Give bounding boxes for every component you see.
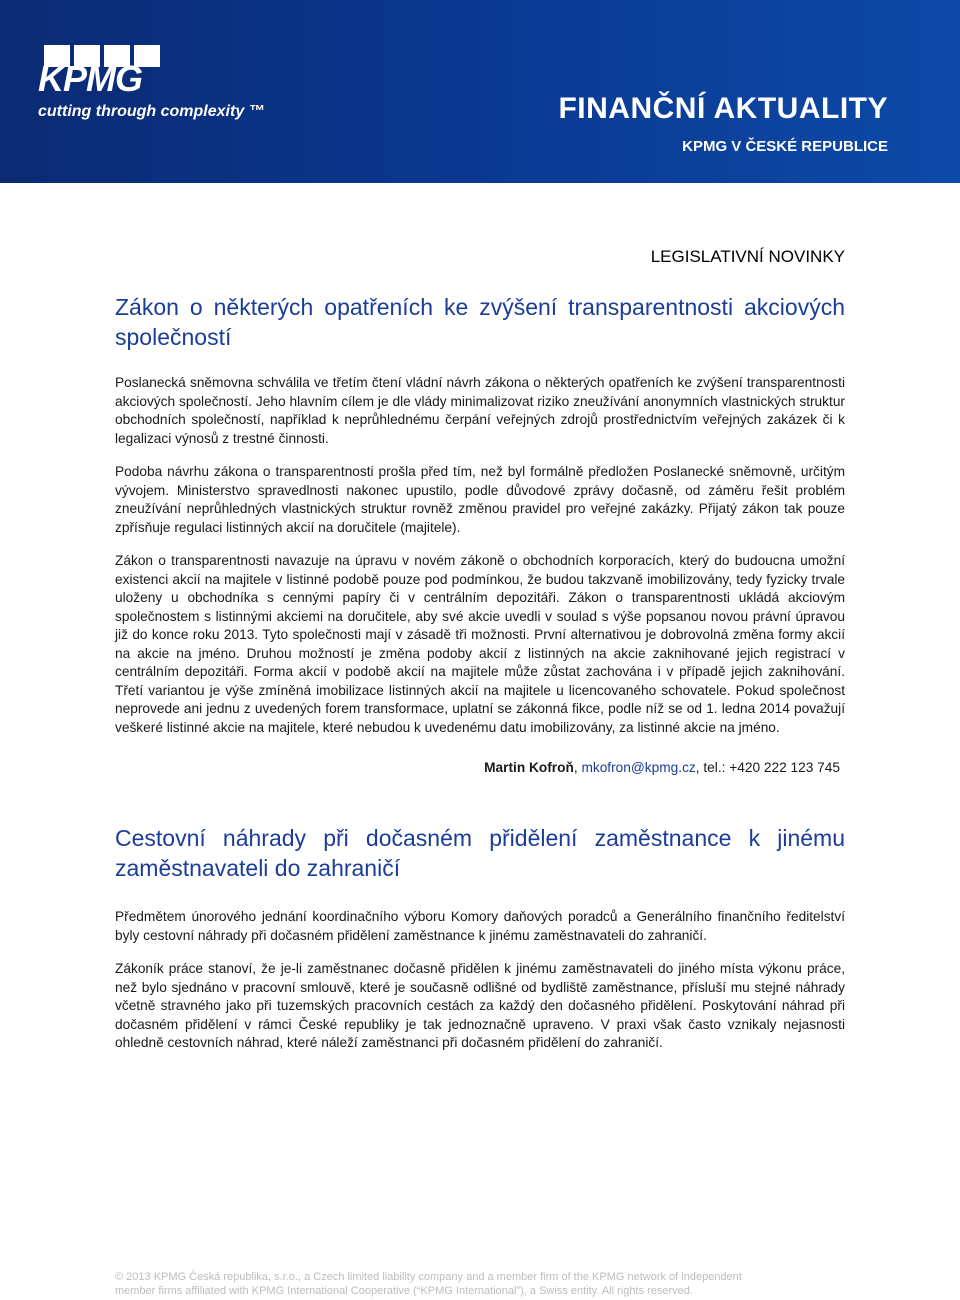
section-label: LEGISLATIVNÍ NOVINKY: [650, 247, 845, 266]
article-1-paragraph: Zákon o transparentnosti navazuje na úpravu v novém zákoně o obchodních korporacích, který do budoucna umožní existenci akcií na majitele v listinné podobě pouze pod podmínkou, že budou takzvaně imobilizovány, tedy fyzicky trvale uloženy u obchodníka s cennými papíry či v centrálním depozitáři. Zákon o transparentnosti ukládá akciovým společnostem s listinnými akciemi na doručitele, aby své akcie uvedli v soulad s výše popsanou novou právní úpravou již do konce roku 2013. Tyto společnosti mají v zásadě tři možnosti. První alternativou je dobrovolná změna formy akcií na akcie na jméno. Druhou možností je změna podoby akcií z listinných na akcie zaknihované jejich registrací v centrálním depozitáři. Forma akcií v podobě akcií na majitele může zůstat zachována i v případě jejich zaknihování. Třetí variantou je výše zmíněná imobilizace listinných akcií na majitele u licencovaného schovatele. Pokud společnost neprovede ani jednu z uvedených forem transformace, uplatní se zákonná fikce, podle níž se od 1. ledna 2014 považují veškeré listinné akcie na majitele, které nebudou k uvedenému datu imobilizovány, za listinné akcie na jméno.: [115, 553, 845, 735]
signature-separator: ,: [573, 760, 582, 775]
article-1-paragraph: Podoba návrhu zákona o transparentnosti prošla před tím, než byl formálně předložen Poslanecké sněmovně, určitým vývojem. Ministerstvo spravedlnosti nakonec upustilo, podle důvodové zprávy dočasně, od záměru řešit problém zneužívání neprůhledných vlastnických struktur rovněž změnou pravidel pro veřejné zakázky. Přijatý zákon tak pouze zpřísňuje regulaci listinných akcií na doručitele (majitele).: [115, 464, 845, 535]
kpmg-logo: [38, 45, 268, 125]
author-name: Martin Kofroň: [484, 760, 574, 775]
main-content: [115, 292, 845, 1068]
header-banner: [0, 0, 960, 183]
author-email-link[interactable]: mkofron@kpmg.cz: [581, 760, 696, 775]
copyright-footer: [115, 1270, 845, 1298]
article-1-paragraph: Poslanecká sněmovna schválila ve třetím čtení vládní návrh zákona o některých opatřeních ke zvýšení transparentnosti akciových společností. Jeho hlavním cílem je dle vlády minimalizovat riziko zneužívání anonymních vlastnických struktur obchodních společností, například k neprůhlednému čerpání veřejných zdrojů prostřednictvím veřejných zakázek či k legalizaci výnosů z trestné činnosti.: [115, 375, 845, 446]
article-2-title: Cestovní náhrady při dočasném přidělení zaměstnance k jinému zaměstnavateli do zahraničí: [115, 825, 845, 881]
article-2-paragraph: Předmětem únorového jednání koordinačního výboru Komory daňových poradců a Generálního finančního ředitelství byly cestovní náhrady při dočasném přidělení zaměstnance k jinému zaměstnavateli do zahraničí.: [115, 909, 845, 943]
newsletter-title: FINANČNÍ AKTUALITY: [558, 92, 888, 125]
newsletter-subtitle: KPMG V ČESKÉ REPUBLICE: [682, 138, 888, 155]
logo-tagline: cutting through complexity ™: [38, 103, 265, 120]
author-phone: , tel.: +420 222 123 745: [695, 760, 840, 775]
footer-line: member firms affiliated with KPMG International Cooperative (“KPMG International”), a Swiss entity. All rights reserved.: [115, 1285, 693, 1297]
author-signature: [115, 759, 840, 777]
article-2-paragraph: Zákoník práce stanoví, že je-li zaměstnanec dočasně přidělen k jinému zaměstnavateli do jiného místa výkonu práce, než bylo sjednáno v pracovní smlouvě, které je současně odlišné od bydliště zaměstnance, přísluší mu stejné náhrady včetně stravného jako při tuzemských pracovních cestách za každý den dočasného přidělení. Poskytování náhrad při dočasném přidělení v rámci České republiky je tak jednoznačně upraveno. V praxi však často vznikaly nejasnosti ohledně cestovních náhrad, které náleží zaměstnanci při dočasném přidělení do zahraničí.: [115, 961, 845, 1050]
logo-wordmark: KPMG: [38, 58, 142, 99]
footer-line: © 2013 KPMG Česká republika, s.r.o., a Czech limited liability company and a member firm of the KPMG network of independent: [115, 1271, 742, 1283]
article-1-title: Zákon o některých opatřeních ke zvýšení transparentnosti akciových společností: [115, 294, 845, 350]
